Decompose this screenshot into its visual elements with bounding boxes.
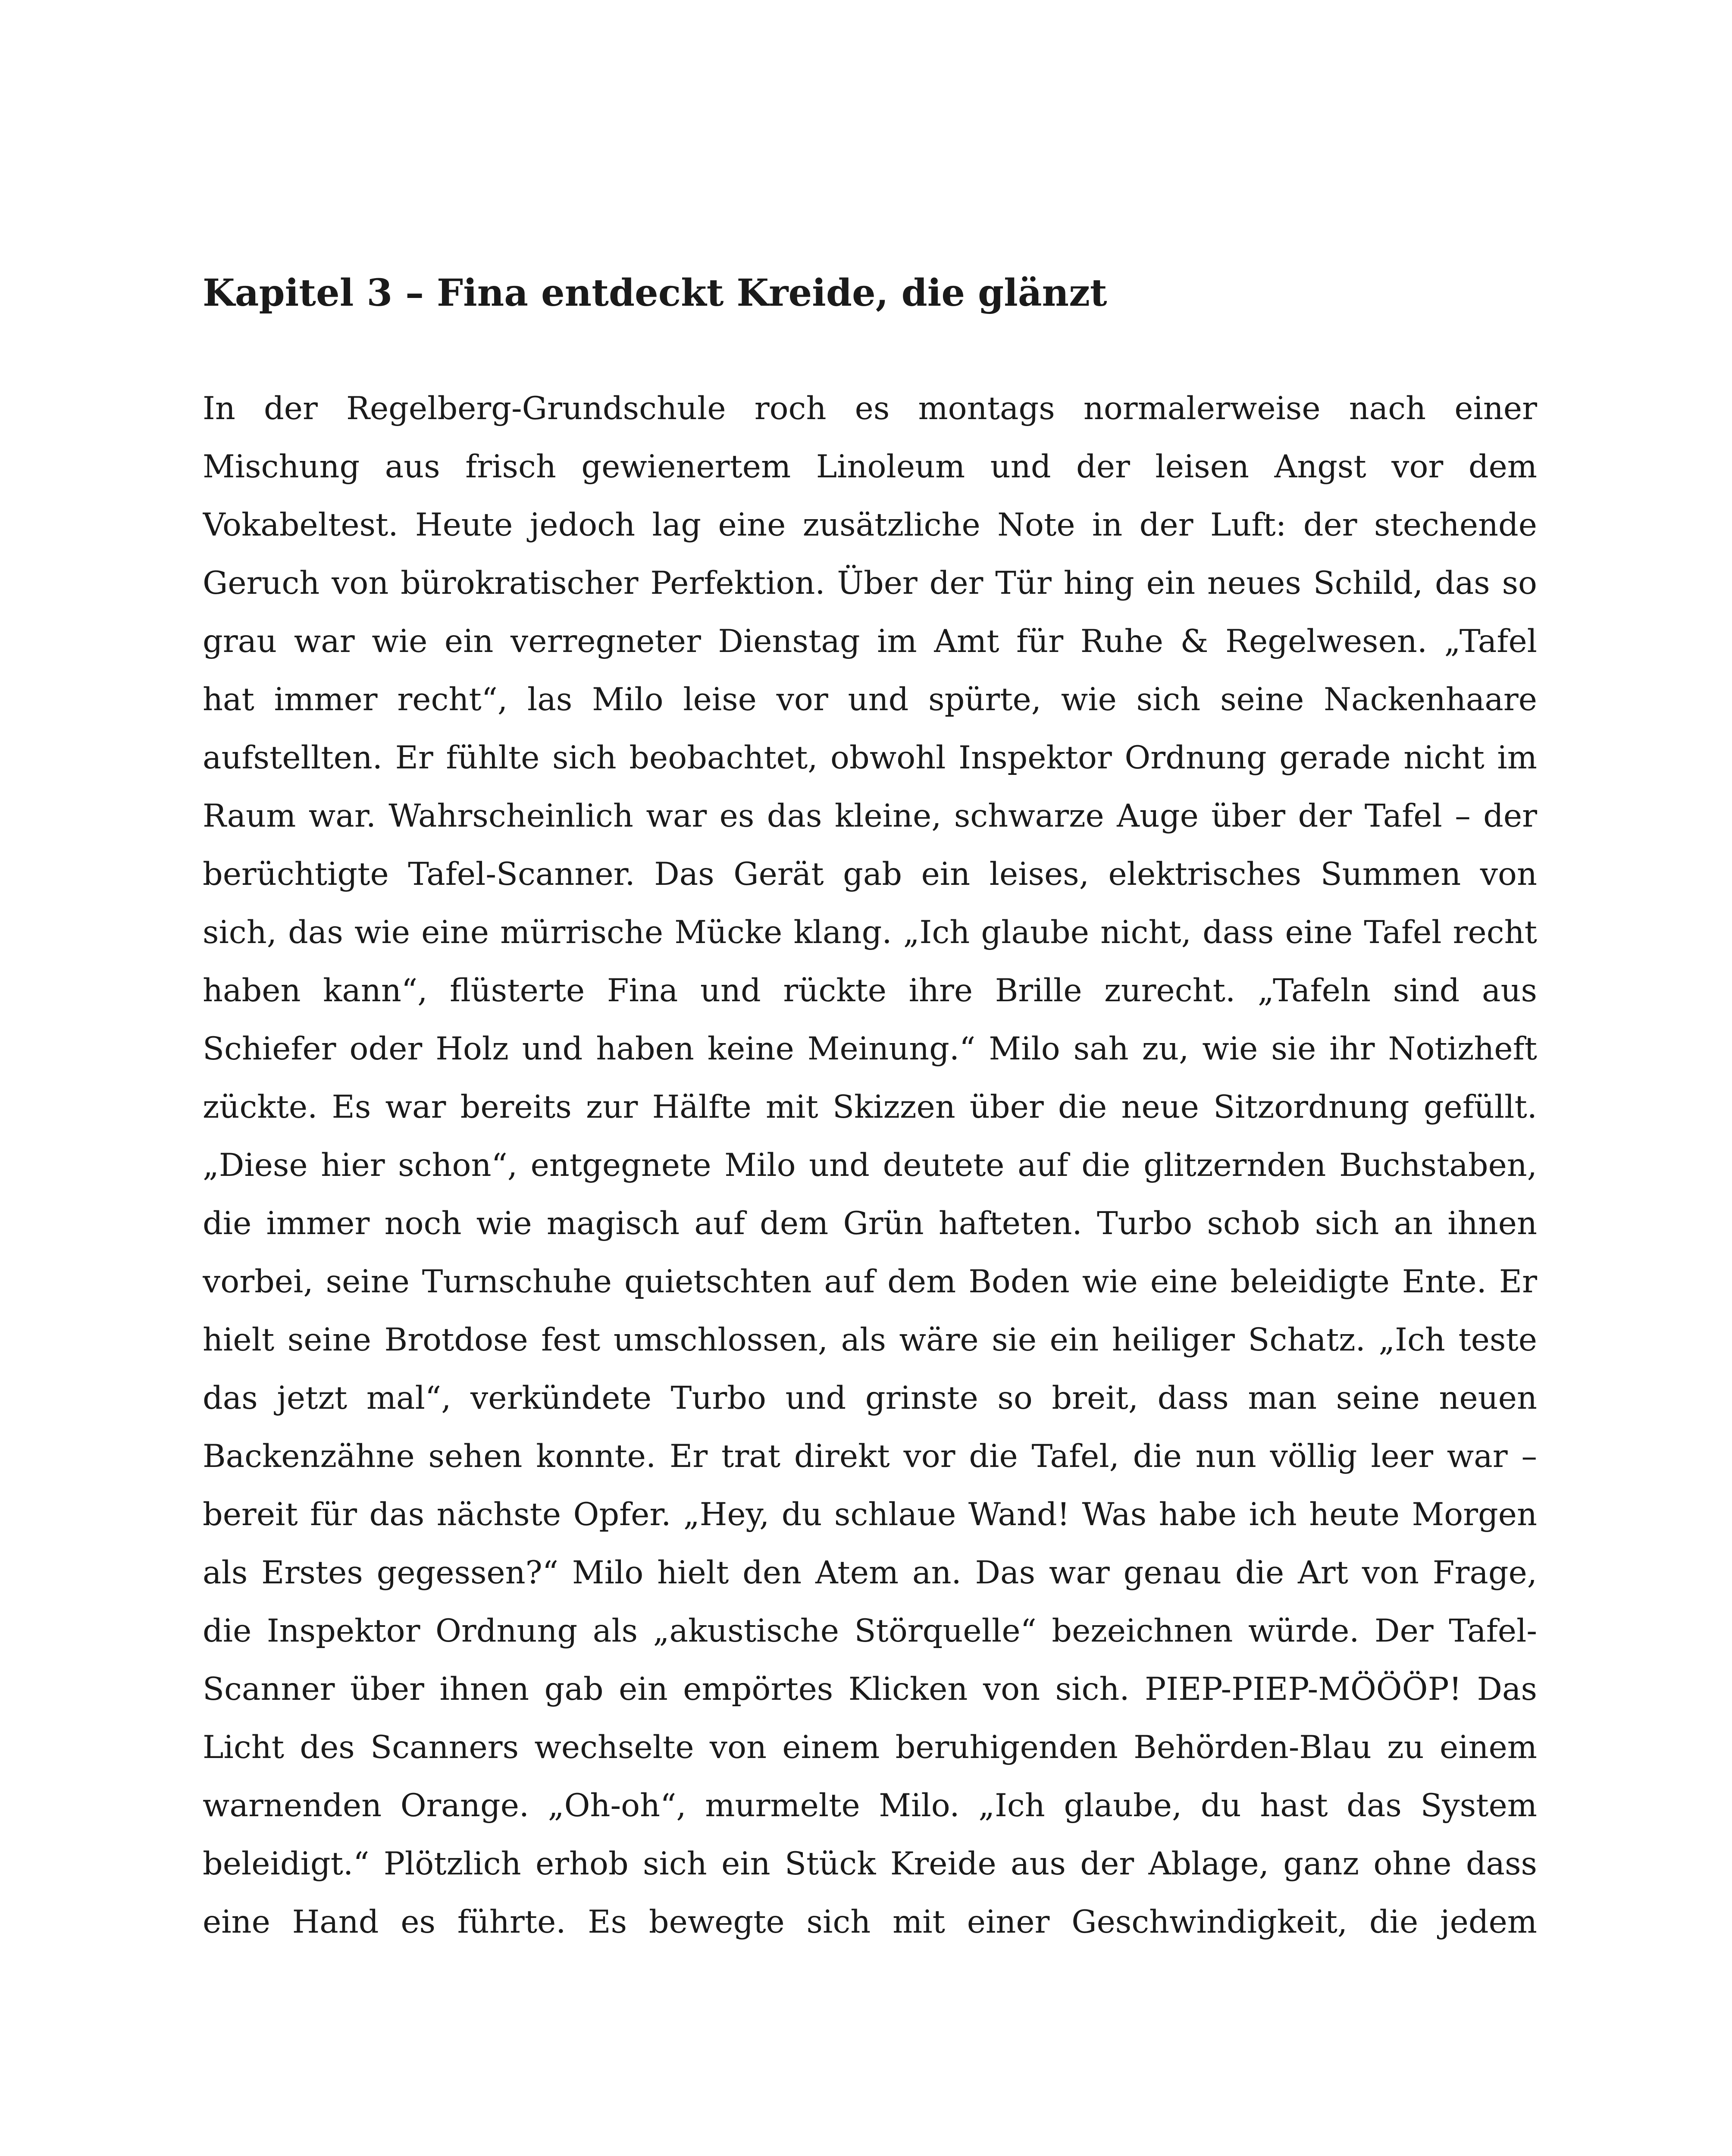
text-line: warnenden Orange. „Oh-oh“, murmelte Milo. „Ich glaube, du hast das System (203, 1787, 1537, 1824)
text-line: Vokabeltest. Heute jedoch lag eine zusätzliche Note in der Luft: der stechende (203, 507, 1537, 543)
text-line: das jetzt mal“, verkündete Turbo und grinste so breit, dass man seine neuen (203, 1380, 1537, 1416)
chapter-title: Kapitel 3 – Fina entdeckt Kreide, die glänzt (203, 271, 1107, 315)
text-line: vorbei, seine Turnschuhe quietschten auf dem Boden wie eine beleidigte Ente. Er (203, 1263, 1537, 1300)
text-line: bereit für das nächste Opfer. „Hey, du schlaue Wand! Was habe ich heute Morgen (203, 1496, 1537, 1533)
text-line: „Diese hier schon“, entgegnete Milo und deutete auf die glitzernden Buchstaben, (203, 1147, 1537, 1184)
text-line: als Erstes gegessen?“ Milo hielt den Atem an. Das war genau die Art von Frage, (203, 1554, 1537, 1591)
text-line: die Inspektor Ordnung als „akustische Störquelle“ bezeichnen würde. Der Tafel- (203, 1613, 1537, 1649)
text-line: Schiefer oder Holz und haben keine Meinung.“ Milo sah zu, wie sie ihr Notizheft (203, 1031, 1537, 1067)
text-line: In der Regelberg-Grundschule roch es montags normalerweise nach einer (203, 390, 1537, 427)
text-line: beleidigt.“ Plötzlich erhob sich ein Stück Kreide aus der Ablage, ganz ohne dass (203, 1846, 1537, 1882)
text-line: haben kann“, flüsterte Fina und rückte ihre Brille zurecht. „Tafeln sind aus (203, 972, 1537, 1009)
text-line: Geruch von bürokratischer Perfektion. Über der Tür hing ein neues Schild, das so (203, 565, 1537, 602)
text-line: eine Hand es führte. Es bewegte sich mit einer Geschwindigkeit, die jedem (203, 1904, 1537, 1940)
text-line: grau war wie ein verregneter Dienstag im Amt für Ruhe & Regelwesen. „Tafel (203, 623, 1537, 660)
body-text (203, 379, 1537, 1951)
text-line: berüchtigte Tafel-Scanner. Das Gerät gab ein leises, elektrisches Summen von (203, 856, 1537, 893)
text-line: zückte. Es war bereits zur Hälfte mit Skizzen über die neue Sitzordnung gefüllt. (203, 1089, 1537, 1125)
text-line: die immer noch wie magisch auf dem Grün hafteten. Turbo schob sich an ihnen (203, 1205, 1537, 1242)
text-line: hat immer recht“, las Milo leise vor und spürte, wie sich seine Nackenhaare (203, 681, 1537, 718)
text-line: hielt seine Brotdose fest umschlossen, als wäre sie ein heiliger Schatz. „Ich teste (203, 1322, 1537, 1358)
text-line: aufstellten. Er fühlte sich beobachtet, obwohl Inspektor Ordnung gerade nicht im (203, 740, 1537, 776)
text-line: Scanner über ihnen gab ein empörtes Klicken von sich. PIEP-PIEP-MÖÖÖP! Das (203, 1671, 1537, 1708)
text-line: Raum war. Wahrscheinlich war es das kleine, schwarze Auge über der Tafel – der (203, 798, 1537, 834)
text-line: Backenzähne sehen konnte. Er trat direkt vor die Tafel, die nun völlig leer war – (203, 1438, 1537, 1475)
text-line: Licht des Scanners wechselte von einem beruhigenden Behörden-Blau zu einem (203, 1729, 1537, 1766)
text-line: sich, das wie eine mürrische Mücke klang. „Ich glaube nicht, dass eine Tafel recht (203, 914, 1537, 951)
text-line: Mischung aus frisch gewienertem Linoleum und der leisen Angst vor dem (203, 448, 1537, 485)
